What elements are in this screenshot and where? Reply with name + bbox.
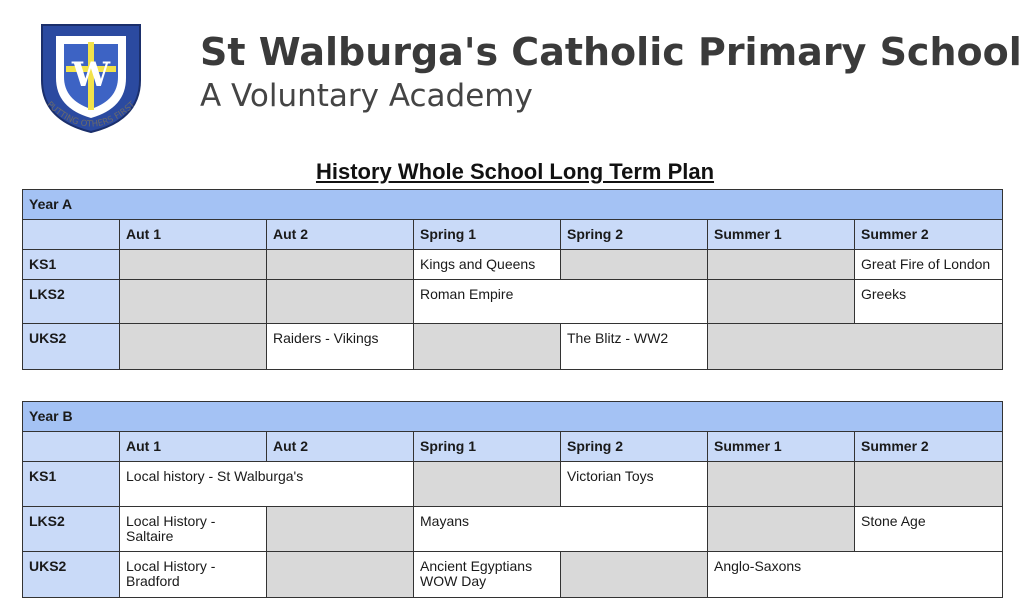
topic-cell: The Blitz - WW2	[561, 324, 708, 370]
topic-cell: Great Fire of London	[855, 250, 1003, 280]
year-b-label: Year B	[23, 402, 1003, 432]
corner-cell	[23, 432, 120, 462]
plan-title: History Whole School Long Term Plan	[315, 159, 715, 184]
empty-cell	[708, 324, 1003, 370]
empty-cell	[708, 507, 855, 552]
topic-cell: Anglo-Saxons	[708, 552, 1003, 598]
topic-cell: Stone Age	[855, 507, 1003, 552]
empty-cell	[414, 324, 561, 370]
year-a-label: Year A	[23, 190, 1003, 220]
page-header	[0, 0, 1030, 150]
stage-lks2: LKS2	[23, 280, 120, 324]
stage-uks2: UKS2	[23, 552, 120, 598]
term-aut1: Aut 1	[120, 432, 267, 462]
empty-cell	[120, 280, 267, 324]
empty-cell	[414, 462, 561, 507]
year-a-table	[22, 189, 1003, 370]
topic-cell: Mayans	[414, 507, 708, 552]
year-a-lks2-row	[23, 280, 1003, 324]
empty-cell	[561, 250, 708, 280]
year-a-ks1-row	[23, 250, 1003, 280]
topic-cell: Greeks	[855, 280, 1003, 324]
term-aut2: Aut 2	[267, 220, 414, 250]
school-crest-logo	[32, 20, 150, 145]
empty-cell	[267, 507, 414, 552]
topic-cell: Local history - St Walburga's	[120, 462, 414, 507]
stage-ks1: KS1	[23, 250, 120, 280]
topic-cell: Local History - Bradford	[120, 552, 267, 598]
term-spring2: Spring 2	[561, 220, 708, 250]
year-a-uks2-row	[23, 324, 1003, 370]
stage-uks2: UKS2	[23, 324, 120, 370]
term-summer2: Summer 2	[855, 220, 1003, 250]
term-spring1: Spring 1	[414, 220, 561, 250]
year-a-term-row	[23, 220, 1003, 250]
topic-cell: Raiders - Vikings	[267, 324, 414, 370]
term-summer1: Summer 1	[708, 432, 855, 462]
year-a-header-row	[23, 190, 1003, 220]
topic-cell: Roman Empire	[414, 280, 708, 324]
term-spring1: Spring 1	[414, 432, 561, 462]
term-summer1: Summer 1	[708, 220, 855, 250]
year-b-table	[22, 401, 1003, 598]
empty-cell	[708, 462, 855, 507]
topic-cell: Local History - Saltaire	[120, 507, 267, 552]
term-spring2: Spring 2	[561, 432, 708, 462]
empty-cell	[855, 462, 1003, 507]
year-b-uks2-row	[23, 552, 1003, 598]
corner-cell	[23, 220, 120, 250]
year-b-term-row	[23, 432, 1003, 462]
term-aut2: Aut 2	[267, 432, 414, 462]
topic-cell: Victorian Toys	[561, 462, 708, 507]
school-name: St Walburga's Catholic Primary School	[200, 30, 1022, 74]
svg-text:W: W	[71, 55, 111, 95]
empty-cell	[267, 552, 414, 598]
empty-cell	[708, 280, 855, 324]
empty-cell	[120, 250, 267, 280]
year-b-header-row	[23, 402, 1003, 432]
topic-cell: Kings and Queens	[414, 250, 561, 280]
year-b-ks1-row	[23, 462, 1003, 507]
empty-cell	[561, 552, 708, 598]
topic-cell: Ancient Egyptians WOW Day	[414, 552, 561, 598]
empty-cell	[120, 324, 267, 370]
year-b-lks2-row	[23, 507, 1003, 552]
empty-cell	[267, 250, 414, 280]
svg-text:PUTTING OTHERS FIRST: PUTTING OTHERS FIRST	[44, 99, 138, 130]
stage-lks2: LKS2	[23, 507, 120, 552]
school-subtitle: A Voluntary Academy	[200, 78, 533, 114]
term-aut1: Aut 1	[120, 220, 267, 250]
term-summer2: Summer 2	[855, 432, 1003, 462]
empty-cell	[267, 280, 414, 324]
stage-ks1: KS1	[23, 462, 120, 507]
empty-cell	[708, 250, 855, 280]
